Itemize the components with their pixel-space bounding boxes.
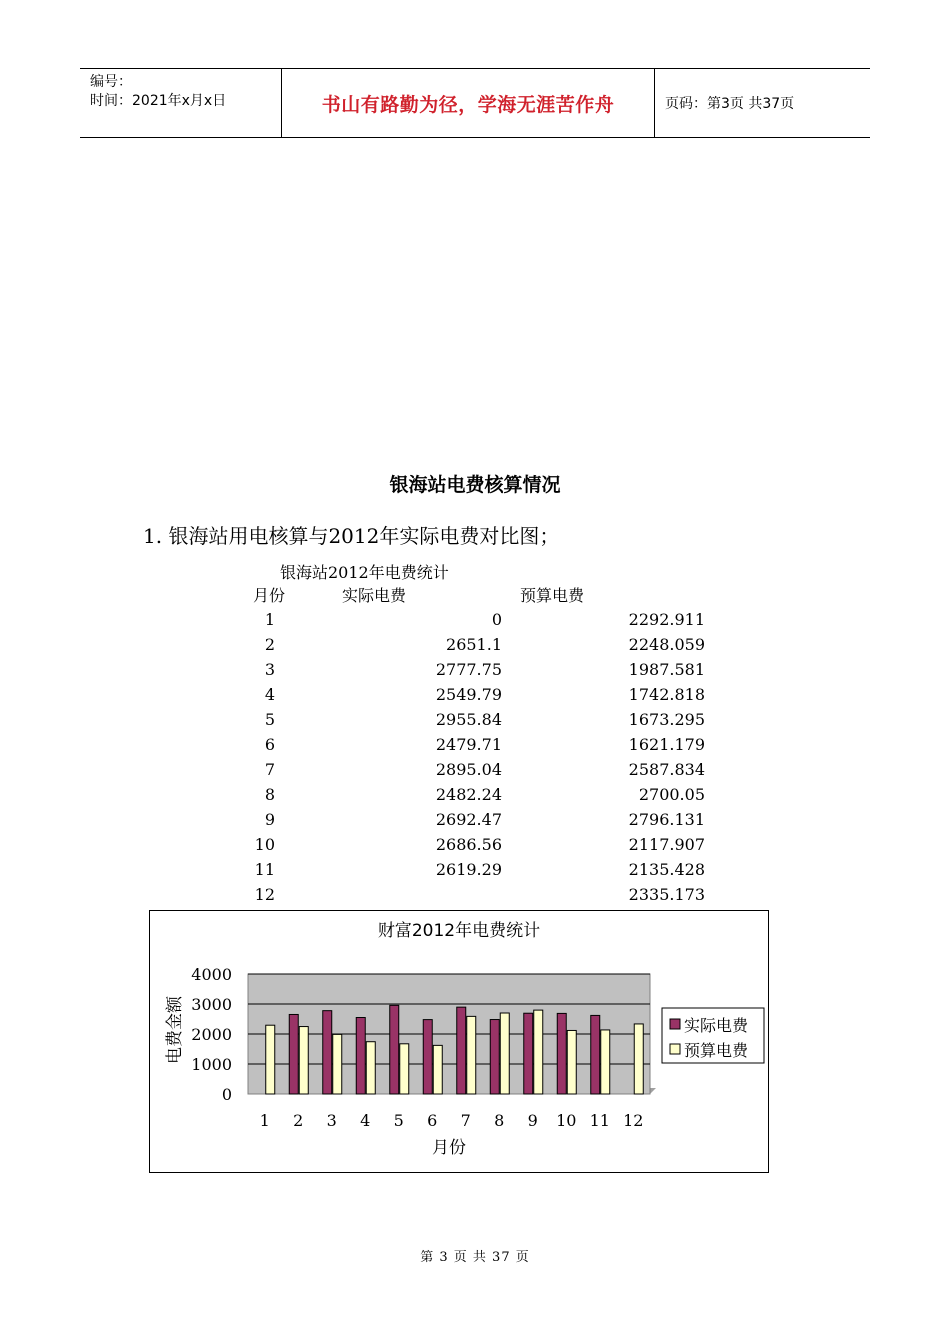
header-motto: 书山有路勤为径，学海无涯苦作舟	[281, 69, 655, 137]
bar-budget	[433, 1045, 442, 1094]
y-tick-label: 2000	[191, 1025, 232, 1044]
table-cell-actual: 2651.1	[446, 635, 502, 654]
stats-table-header	[250, 583, 720, 608]
table-cell-budget: 1742.818	[628, 685, 705, 704]
chart-title: 财富2012年电费统计	[377, 921, 541, 941]
table-cell-budget: 2700.05	[638, 785, 705, 804]
bar-budget	[333, 1034, 342, 1094]
header-page-info: 页码：第3页 共37页	[665, 96, 795, 112]
table-cell-budget: 2117.907	[628, 835, 705, 854]
x-tick-label: 4	[360, 1111, 371, 1130]
table-row	[250, 683, 720, 708]
x-tick-label: 9	[527, 1111, 538, 1130]
x-tick-label: 1	[259, 1111, 270, 1130]
bar-budget	[366, 1042, 375, 1094]
table-row	[250, 708, 720, 733]
table-cell-budget: 1987.581	[628, 660, 705, 679]
y-tick-label: 0	[221, 1085, 232, 1104]
bar-actual	[457, 1007, 466, 1094]
table-cell-month: 7	[264, 760, 275, 779]
x-tick-label: 6	[427, 1111, 438, 1130]
column-header-budget: 预算电费	[520, 586, 585, 605]
page-footer: 第 3 页 共 37 页	[420, 1250, 530, 1265]
bar-budget	[634, 1024, 643, 1094]
table-cell-month: 5	[264, 710, 275, 729]
y-tick-label: 3000	[191, 995, 232, 1014]
bar-actual	[591, 1015, 600, 1094]
bar-actual	[524, 1013, 533, 1094]
bar-budget	[534, 1010, 543, 1094]
table-cell-actual: 2482.24	[435, 785, 502, 804]
bar-actual	[423, 1020, 432, 1094]
table-row	[250, 808, 720, 833]
document-number-label: 编号：	[90, 74, 132, 90]
header-meta	[80, 69, 281, 137]
y-axis-label: 电费金额	[165, 996, 185, 1064]
table-cell-actual: 2692.47	[435, 810, 502, 829]
table-cell-actual: 2895.04	[435, 760, 502, 779]
stats-table-caption: 银海站2012年电费统计	[280, 563, 449, 582]
y-tick-label: 4000	[191, 965, 232, 984]
table-cell-budget: 1673.295	[628, 710, 705, 729]
table-row	[250, 733, 720, 758]
table-row	[250, 783, 720, 808]
bar-budget	[266, 1025, 275, 1094]
table-cell-actual: 2777.75	[435, 660, 502, 679]
document-time-label: 时间：2021年x月x日	[90, 93, 227, 109]
table-cell-month: 11	[254, 860, 275, 879]
x-tick-label: 10	[556, 1111, 577, 1130]
bar-budget	[500, 1013, 509, 1094]
table-cell-month: 3	[264, 660, 275, 679]
legend-label: 预算电费	[684, 1041, 749, 1060]
bar-budget	[601, 1030, 610, 1094]
table-cell-month: 12	[254, 885, 275, 904]
table-cell-budget: 2248.059	[628, 635, 705, 654]
table-cell-month: 8	[264, 785, 275, 804]
bar-actual	[289, 1014, 298, 1094]
bar-actual	[356, 1018, 365, 1094]
x-axis-label: 月份	[432, 1138, 466, 1158]
section-heading: 1. 银海站用电核算与2012年实际电费对比图；	[143, 524, 560, 548]
table-cell-actual: 2479.71	[435, 735, 502, 754]
table-row	[250, 758, 720, 783]
table-row	[250, 858, 720, 883]
document-title: 银海站电费核算情况	[389, 474, 561, 496]
column-header-actual: 实际电费	[342, 586, 407, 605]
column-header-month: 月份	[253, 586, 286, 605]
table-cell-budget: 2292.911	[628, 610, 705, 629]
bar-actual	[490, 1020, 499, 1094]
table-cell-month: 4	[264, 685, 275, 704]
x-tick-label: 11	[589, 1111, 610, 1130]
table-cell-budget: 2796.131	[628, 810, 705, 829]
page-header	[80, 68, 870, 138]
table-cell-month: 10	[254, 835, 275, 854]
stats-table	[250, 583, 720, 908]
table-cell-actual: 2619.29	[435, 860, 502, 879]
table-row	[250, 883, 720, 908]
table-row	[250, 658, 720, 683]
table-cell-month: 9	[264, 810, 275, 829]
table-cell-actual: 0	[491, 610, 502, 629]
x-tick-label: 8	[494, 1111, 505, 1130]
table-cell-budget: 2135.428	[628, 860, 705, 879]
bar-budget	[400, 1044, 409, 1094]
x-tick-label: 5	[393, 1111, 404, 1130]
table-cell-month: 6	[264, 735, 275, 754]
x-tick-label: 3	[326, 1111, 337, 1130]
table-row	[250, 833, 720, 858]
table-row	[250, 633, 720, 658]
bar-budget	[299, 1027, 308, 1094]
table-cell-budget: 2587.834	[628, 760, 705, 779]
table-cell-month: 2	[264, 635, 275, 654]
table-cell-actual: 2955.84	[435, 710, 502, 729]
legend-label: 实际电费	[684, 1016, 749, 1035]
table-cell-budget: 1621.179	[628, 735, 705, 754]
table-cell-actual: 2549.79	[435, 685, 502, 704]
table-cell-actual: 2686.56	[435, 835, 502, 854]
x-tick-label: 2	[293, 1111, 304, 1130]
bar-budget	[567, 1030, 576, 1094]
bar-chart	[150, 911, 768, 1172]
table-row	[250, 608, 720, 633]
table-cell-budget: 2335.173	[628, 885, 705, 904]
bar-budget	[467, 1016, 476, 1094]
bar-actual	[390, 1005, 399, 1094]
legend-swatch	[670, 1019, 680, 1029]
x-tick-label: 12	[623, 1111, 644, 1130]
y-tick-label: 1000	[191, 1055, 232, 1074]
bar-actual	[557, 1013, 566, 1094]
chart-frame	[149, 910, 769, 1173]
table-cell-month: 1	[264, 610, 275, 629]
bar-actual	[323, 1011, 332, 1094]
x-tick-label: 7	[460, 1111, 471, 1130]
legend-swatch	[670, 1044, 680, 1054]
